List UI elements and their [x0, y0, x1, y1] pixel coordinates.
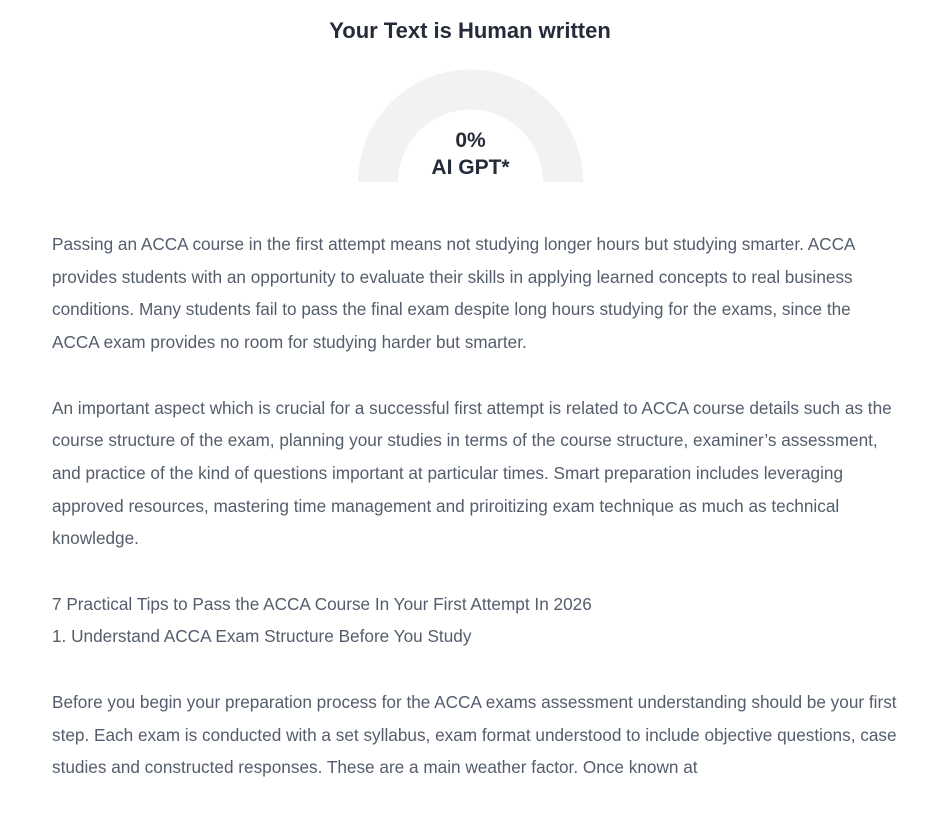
article-paragraph: An important aspect which is crucial for a successful first attempt is related to ACCA course details such as the course structure of the exam, planning your studies in terms of the course structure, examiner’s assessment, and practice of the kind of questions important at particular times. Smart preparation includes leveraging approved resources, mastering time management and priroitizing exam technique as much as technical knowledge. [52, 397, 892, 549]
ai-percent: 0% [455, 129, 486, 152]
article-text [52, 228, 897, 817]
article-heading: 7 Practical Tips to Pass the ACCA Course In Your First Attempt In 2026 [52, 593, 592, 614]
article-paragraph: Before you begin your preparation process for the ACCA exams assessment understanding should be your first step. Each exam is conducted with a set syllabus, exam format understood to include objective questions, case studies and constructed responses. These are a main weather factor. Once known at [52, 691, 897, 778]
ai-score-gauge [358, 69, 583, 182]
gauge-readout [358, 127, 583, 181]
result-title: Your Text is Human written [329, 18, 611, 43]
article-paragraph: Passing an ACCA course in the first attempt means not studying longer hours but studying smarter. ACCA provides students with an opportunity to evaluate their skills in applying learned concepts to real business conditions. Many students fail to pass the final exam despite long hours studying for the exams, since the ACCA exam provides no room for studying harder but smarter. [52, 234, 855, 353]
article-subheading: 1. Understand ACCA Exam Structure Before You Study [52, 626, 472, 647]
ai-label: AI GPT* [431, 156, 510, 179]
